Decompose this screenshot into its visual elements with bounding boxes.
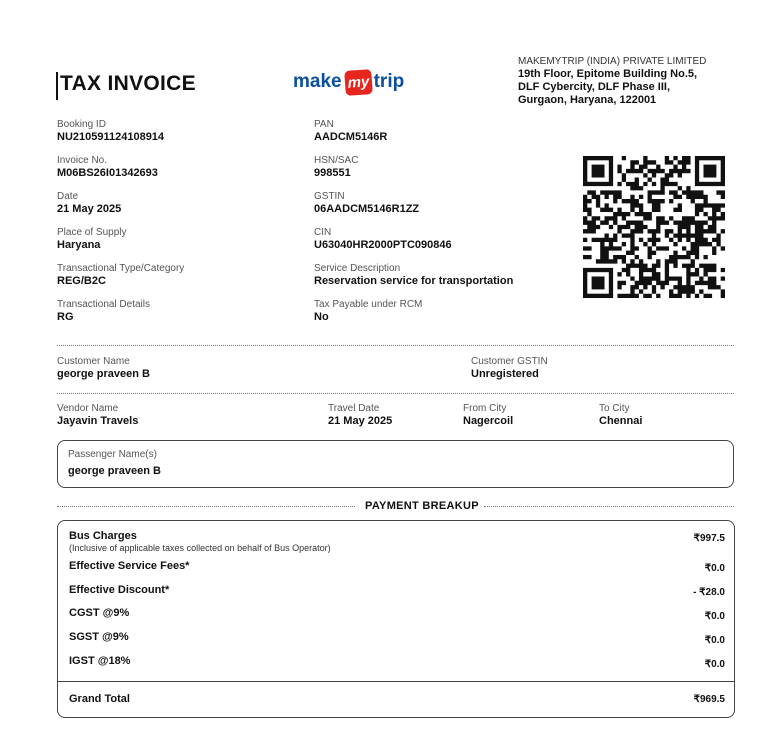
title-cursor-bar xyxy=(56,72,58,100)
field-label: Transactional Type/Category xyxy=(57,263,185,274)
field-label: CIN xyxy=(314,227,332,238)
transactional-details-field xyxy=(57,299,150,324)
payment-breakup-box xyxy=(57,520,735,718)
company-name: MAKEMYTRIP (INDIA) PRIVATE LIMITED xyxy=(518,56,707,67)
booking-id-field xyxy=(57,119,164,144)
divider xyxy=(484,506,734,507)
row-value: ₹0.0 xyxy=(704,611,725,622)
service-fees-row xyxy=(69,560,725,576)
field-label: From City xyxy=(463,403,507,414)
cin-field xyxy=(314,227,452,252)
row-label: Bus Charges xyxy=(69,530,137,542)
divider xyxy=(57,506,355,507)
field-label: Date xyxy=(57,191,79,202)
qr-finder-pattern xyxy=(585,158,611,184)
divider xyxy=(57,393,734,394)
date-field xyxy=(57,191,121,216)
bus-charges-row xyxy=(69,530,725,558)
field-value: U63040HR2000PTC090846 xyxy=(314,239,452,251)
company-address-line2: DLF Cybercity, DLF Phase III, xyxy=(518,81,670,93)
passenger-label: Passenger Name(s) xyxy=(68,449,157,460)
field-value: 998551 xyxy=(314,167,351,179)
makemytrip-logo xyxy=(293,62,404,102)
field-value: 21 May 2025 xyxy=(57,203,122,215)
field-label: Travel Date xyxy=(328,403,380,414)
field-label: To City xyxy=(599,403,630,414)
field-label: Invoice No. xyxy=(57,155,108,166)
qr-finder-pattern xyxy=(697,158,723,184)
field-value: Reservation service for transportation xyxy=(314,275,514,287)
section-heading: PAYMENT BREAKUP xyxy=(365,500,479,512)
payment-breakup-heading xyxy=(57,498,734,514)
grand-total-row xyxy=(69,693,725,709)
hsn-sac-field xyxy=(314,155,358,180)
pan-field xyxy=(314,119,387,144)
row-value: ₹0.0 xyxy=(704,635,725,646)
field-label: PAN xyxy=(314,119,334,130)
company-address-line3: Gurgaon, Haryana, 122001 xyxy=(518,94,657,106)
field-label: Booking ID xyxy=(57,119,106,130)
to-city-field xyxy=(599,403,642,428)
company-block xyxy=(518,56,748,107)
logo-mark: my xyxy=(344,69,373,96)
row-label: Grand Total xyxy=(69,693,130,705)
service-description-field xyxy=(314,263,513,288)
tax-rcm-field xyxy=(314,299,422,324)
field-label: Service Description xyxy=(314,263,401,274)
place-of-supply-field xyxy=(57,227,127,252)
field-value: 06AADCM5146R1ZZ xyxy=(314,203,420,215)
logo-word-trip: trip xyxy=(373,71,405,92)
field-label: Place of Supply xyxy=(57,227,127,238)
row-note: (Inclusive of applicable taxes collected on behalf of Bus Operator) xyxy=(69,543,331,553)
from-city-field xyxy=(463,403,513,428)
passenger-box xyxy=(57,440,734,488)
field-label: Vendor Name xyxy=(57,403,119,414)
row-label: Effective Service Fees* xyxy=(69,560,190,572)
field-value: Chennai xyxy=(599,415,643,427)
field-label: Customer Name xyxy=(57,356,130,367)
vendor-field xyxy=(57,403,138,428)
gstin-field xyxy=(314,191,419,216)
field-value: Unregistered xyxy=(471,368,539,380)
field-label: Customer GSTIN xyxy=(471,356,548,367)
field-value: NU210591124108914 xyxy=(57,131,165,143)
field-label: Tax Payable under RCM xyxy=(314,299,423,310)
row-label: CGST @9% xyxy=(69,607,130,619)
row-value: ₹0.0 xyxy=(704,659,725,670)
passenger-name: george praveen B xyxy=(68,465,161,477)
transactional-type-field xyxy=(57,263,184,288)
field-value: M06BS26I01342693 xyxy=(57,167,158,179)
logo-word-make: make xyxy=(293,71,342,92)
row-value: ₹969.5 xyxy=(693,694,725,705)
divider xyxy=(58,681,734,682)
igst-row xyxy=(69,655,725,671)
row-label: SGST @9% xyxy=(69,631,129,643)
field-value: Jayavin Travels xyxy=(57,415,139,427)
discount-row xyxy=(69,584,725,600)
field-label: Transactional Details xyxy=(57,299,151,310)
invoice-no-field xyxy=(57,155,158,180)
customer-gstin-field xyxy=(471,356,548,381)
qr-code xyxy=(583,156,725,298)
field-value: Haryana xyxy=(57,239,101,251)
qr-code-graphic xyxy=(583,156,725,298)
field-label: GSTIN xyxy=(314,191,345,202)
divider xyxy=(57,345,734,346)
customer-name-field xyxy=(57,356,150,381)
page-title: TAX INVOICE xyxy=(60,72,196,95)
company-address-line1: 19th Floor, Epitome Building No.5, xyxy=(518,68,698,80)
row-value: ₹997.5 xyxy=(693,533,725,544)
cgst-row xyxy=(69,607,725,623)
field-value: No xyxy=(314,311,329,323)
field-value: george praveen B xyxy=(57,368,150,380)
sgst-row xyxy=(69,631,725,647)
qr-finder-pattern xyxy=(585,270,611,296)
row-label: Effective Discount* xyxy=(69,584,170,596)
field-label: HSN/SAC xyxy=(314,155,359,166)
row-value: ₹0.0 xyxy=(704,563,725,574)
field-value: REG/B2C xyxy=(57,275,106,287)
row-label: IGST @18% xyxy=(69,655,131,667)
field-value: AADCM5146R xyxy=(314,131,388,143)
field-value: Nagercoil xyxy=(463,415,514,427)
field-value: RG xyxy=(57,311,74,323)
travel-date-field xyxy=(328,403,392,428)
row-value: - ₹28.0 xyxy=(693,587,725,598)
field-value: 21 May 2025 xyxy=(328,415,393,427)
